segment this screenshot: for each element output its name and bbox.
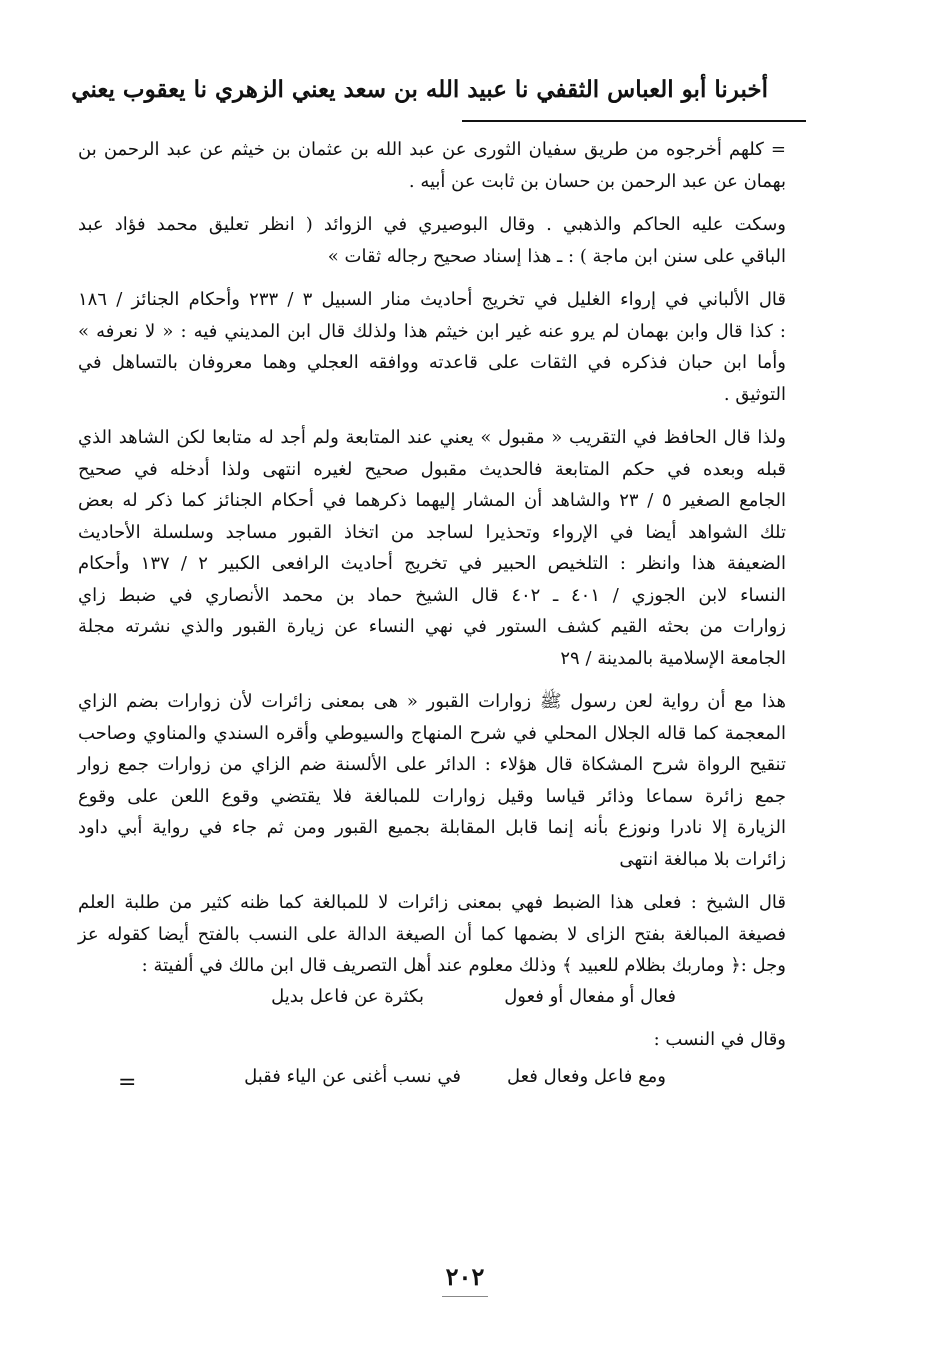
text-line: الجامعة الإسلامية بالمدينة / ٢٩: [560, 647, 786, 669]
text-line: قال الشيخ : فعلى هذا الضبط فهي بمعنى زائرات لا للمبالغة كما ظنه كثير من طلبة العلم: [78, 892, 786, 913]
text-line: وسكت عليه الحاكم والذهبي . وقال البوصيري في الزوائد ( انظر تعليق محمد فؤاد عبد: [78, 214, 786, 235]
verse-second-hemistich: في نسب أغنى عن الياء فقبل: [244, 1065, 461, 1087]
footnote-paragraph: [78, 134, 786, 197]
poetry-verse: [78, 986, 786, 1024]
text-line: ولذا قال الحافظ في التقريب « مقبول » يعني عند المتابعة ولم أجد له متابعا لكن الشاهد الذي: [78, 427, 786, 448]
footnote-paragraph: [78, 209, 786, 272]
text-line: بهمان عن عبد الرحمن بن حسان بن ثابت عن أبيه .: [408, 170, 786, 192]
text-line: وأما ابن حبان فذكره في الثقات على قاعدته ووافقه العجلي وهما معروفان بالتساهل في: [78, 352, 786, 373]
main-text-line: أخبرنا أبو العباس الثقفي نا عبيد الله بن سعد يعني الزهري نا يعقوب يعني: [71, 76, 768, 103]
text-line: المعجمة كما قاله الجلال المحلي في شرح المنهاج والسيوطي وأقره السندي والمناوي وصاحب: [78, 722, 786, 744]
text-line: الجامع الصغير ٥ / ٢٣ والشاهد أن المشار إليهما ذكرهما في أحكام الجنائز كما ذكر له بعض: [78, 490, 786, 511]
text-line: تلك الشواهد أيضا في الإرواء وتحذيرا لساجد من اتخاذ القبور مساجد وسلسلة الأحاديث: [78, 521, 786, 543]
footnote-separator: [462, 120, 806, 122]
poetry-verse: [78, 1066, 786, 1104]
text-line: زائرات بلا مبالغة انتهى: [619, 848, 786, 870]
footnote-paragraph: [78, 284, 786, 410]
footnote-paragraph: [78, 887, 786, 982]
text-line: الضعيفة هذا وانظر : التلخيص الحبير في تخريج أحاديث الرافعى الكبير ٢ / ١٣٧ وأحكام: [78, 553, 786, 574]
text-line: تنقيح الرواة شرح المشكاة قال هؤلاء : الدائر على الألسنة ضم الزاي من زوارات جمع زوار: [78, 754, 786, 775]
text-line: النساء لابن الجوزي / ٤٠١ ـ ٤٠٢ قال الشيخ حماد بن محمد الأنصاري في ضبط زاي: [78, 584, 786, 606]
text-line: قال الألباني في إرواء الغليل في تخريج أحاديث منار السبيل ٣ / ٢٣٣ وأحكام الجنائز / ١٨٦: [78, 289, 786, 310]
text-line: قبله وبعده في حكم المتابعة فالحديث مقبول صحيح لغيره انتهى ولذا أدخله في صحيح: [78, 458, 786, 480]
text-line: زوارات من بحثه القيم كشف الستور في نهي النساء عن زيارة القبور والذي نشرته مجلة: [78, 616, 786, 637]
text-line: وقال في النسب :: [653, 1028, 786, 1050]
text-line: الزيارة إلا نادرا ونوزع بأنه إنما قابل المقابلة بجميع القبور ومن ثم جاء في رواية أبي داود: [78, 817, 786, 838]
verse-first-hemistich: فعال أو مفعال أو فعول: [504, 985, 676, 1007]
continuation-mark: =: [118, 1069, 137, 1095]
text-line: التوثيق .: [723, 383, 786, 405]
footnote-paragraph: [78, 422, 786, 674]
footnote-block: [78, 134, 786, 1104]
text-line: : كذا قال وابن بهمان لم يرو عنه غير ابن خيثم هذا ولذلك قال ابن المديني فيه : « لا نعرفه »: [78, 320, 786, 342]
verse-second-hemistich: بكثرة عن فاعل بديل: [271, 985, 424, 1007]
text-line: الباقي على سنن ابن ماجة ) : ـ هذا إسناد صحيح رجاله ثقات »: [327, 245, 786, 267]
page-number: ٢٠٢: [445, 1262, 485, 1291]
text-line: وجل :﴿ وماربك بظلام للعبيد ﴾ وذلك معلوم عند أهل التصريف قال ابن مالك في ألفيتة :: [141, 955, 786, 976]
text-line: فصيغة المبالغة بفتح الزاى لا بضمها كما أن الصيغة الدالة على النسب بالفتح أيضا كقوله عز: [78, 923, 787, 945]
footnote-paragraph: [78, 686, 786, 875]
page-number-rule: [442, 1296, 488, 1297]
text-line: جمع زائرة سماعا وذائر قياسا وقيل زوارات للمبالغة فلا يقتضي وقوع اللعن على وقوع: [78, 785, 786, 807]
text-line: هذا مع أن رواية لعن رسول ﷺ زوارات القبور « هى بمعنى زائرات لأن زوارات بضم الزاي: [78, 691, 786, 712]
text-line: = كلهم أخرجوه من طريق سفيان الثورى عن عبد الله بن عثمان بن خيثم عن عبد الرحمن بن: [78, 139, 786, 160]
verse-first-hemistich: ومع فاعل وفعال فعل: [506, 1065, 666, 1087]
